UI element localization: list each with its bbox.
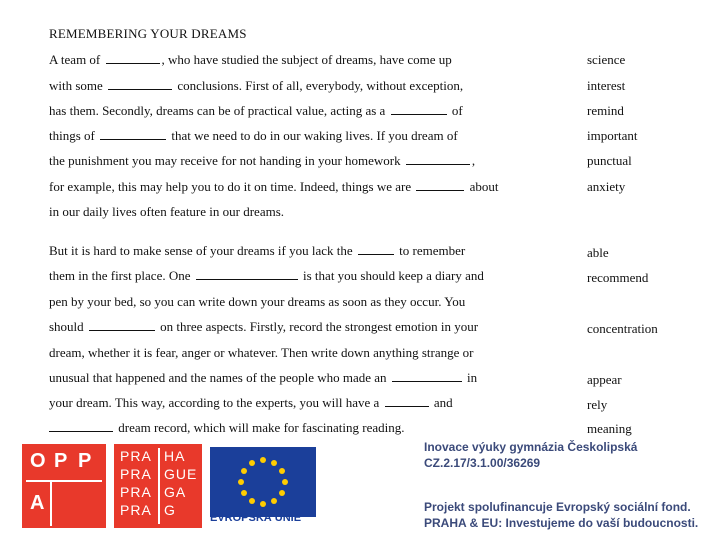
blank-field[interactable]	[106, 53, 160, 64]
page-title: REMEMBERING YOUR DREAMS	[49, 26, 247, 41]
word-bank-item: concentration	[587, 321, 658, 336]
word-bank-item: punctual	[587, 153, 632, 168]
text-line: should on three aspects. Firstly, record the strongest emotion in your	[49, 319, 479, 334]
blank-field[interactable]	[89, 320, 155, 331]
opp-logo: O P P A	[22, 444, 106, 528]
text-line: with some conclusions. First of all, everybody, without exception,	[49, 78, 464, 93]
word-bank-item: rely	[587, 397, 608, 412]
text-line: dream record, which will make for fascinating reading.	[49, 420, 405, 436]
text-line: them in the first place. One is that you should keep a diary and	[49, 268, 484, 283]
logo-divider	[50, 482, 52, 526]
project-code: CZ.2.17/3.1.00/36269	[424, 456, 541, 470]
praha-logo: PRA PRA PRA PRA HA GUE GA G	[114, 444, 202, 528]
word-bank-item: able	[587, 245, 609, 260]
text-line: the punishment you may receive for not handing in your homework ,	[49, 153, 476, 168]
logo-divider	[158, 448, 160, 524]
funding-slogan: PRAHA & EU: Investujeme do vaší budoucnosti.	[424, 516, 699, 530]
blank-field[interactable]	[108, 79, 172, 90]
blank-field[interactable]	[358, 244, 394, 255]
text-line: dream, whether it is fear, anger or whatever. Then write down anything strange or	[49, 345, 474, 360]
blank-field[interactable]	[100, 129, 166, 140]
project-name: Inovace výuky gymnázia Českolipská	[424, 440, 638, 454]
word-bank-item: interest	[587, 78, 626, 93]
logo-divider	[26, 480, 102, 482]
blank-field[interactable]	[49, 421, 113, 432]
blank-field[interactable]	[385, 396, 429, 407]
word-bank-item: anxiety	[587, 179, 626, 194]
eu-stars-icon	[210, 447, 316, 517]
text-line: in our daily lives often feature in our dreams.	[49, 204, 285, 219]
blank-field[interactable]	[391, 104, 447, 115]
text-line: unusual that happened and the names of the people who made an in	[49, 370, 478, 385]
text-line: things of that we need to do in our waking lives. If you dream of	[49, 128, 458, 143]
text-line: for example, this may help you to do it on time. Indeed, things we are about	[49, 179, 499, 194]
word-bank-item: appear	[587, 372, 622, 387]
text-line: pen by your bed, so you can write down your dreams as soon as they occur. You	[49, 294, 466, 309]
word-bank-item: recommend	[587, 270, 649, 285]
word-bank-item: science	[587, 52, 626, 67]
eu-label: EVROPSKÁ UNIE	[210, 512, 302, 524]
text-line: your dream. This way, according to the experts, you will have a and	[49, 395, 453, 410]
text-line: A team of , who have studied the subject of dreams, have come up	[49, 52, 452, 67]
blank-field[interactable]	[406, 154, 470, 165]
blank-field[interactable]	[392, 371, 462, 382]
text-line: But it is hard to make sense of your dreams if you lack the to remember	[49, 243, 466, 258]
blank-field[interactable]	[416, 180, 464, 191]
eu-flag	[210, 447, 316, 517]
text-line: has them. Secondly, dreams can be of practical value, acting as a of	[49, 103, 463, 118]
funding-note: Projekt spolufinancuje Evropský sociální fond.	[424, 500, 691, 514]
blank-field[interactable]	[196, 269, 298, 280]
word-bank-item: important	[587, 128, 638, 143]
word-bank-item: remind	[587, 103, 624, 118]
word-bank-item: meaning	[587, 421, 632, 436]
